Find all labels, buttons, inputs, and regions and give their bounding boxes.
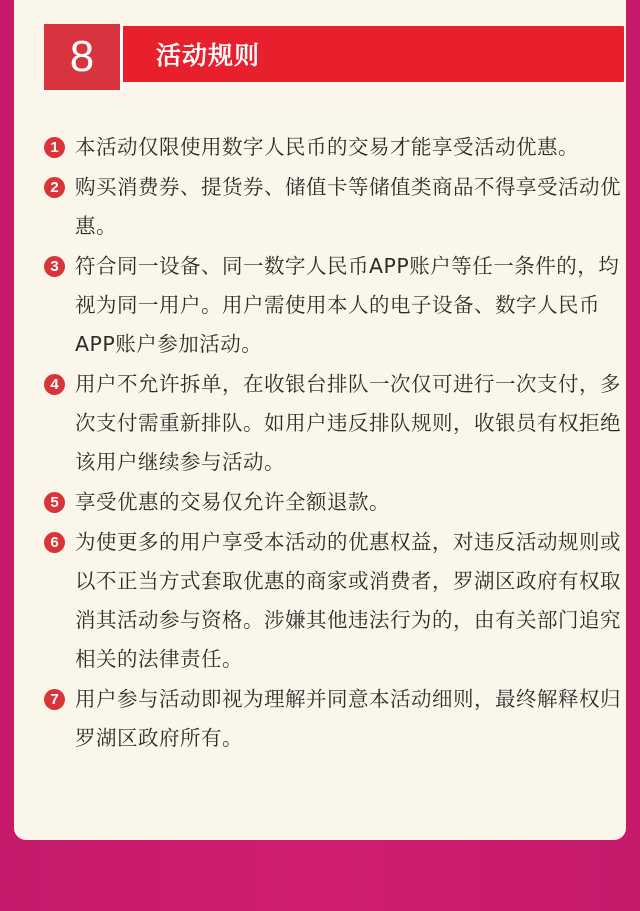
rule-text: 为使更多的用户享受本活动的优惠权益，对违反活动规则或以不正当方式套取优惠的商家或消费者，罗湖区政府有权取消其活动参与资格。涉嫌其他违法行为的，由有关部门追究相关的法律责任。	[75, 530, 621, 671]
rule-number-badge: 6	[44, 532, 65, 553]
section-title: 活动规则	[156, 41, 261, 70]
rule-number-badge: 5	[44, 492, 65, 513]
section-number: 8	[69, 32, 95, 81]
section-title-bar	[64, 26, 624, 82]
rule-text: 用户不允许拆单，在收银台排队一次仅可进行一次支付，多次支付需重新排队。如用户违反排队规则，收银员有权拒绝该用户继续参与活动。	[75, 372, 621, 474]
rules-list	[44, 128, 630, 759]
rule-item	[44, 680, 630, 758]
rule-text: 用户参与活动即视为理解并同意本活动细则，最终解释权归罗湖区政府所有。	[75, 687, 621, 750]
rule-item	[44, 483, 630, 522]
rule-text: 享受优惠的交易仅允许全额退款。	[75, 490, 390, 514]
rule-number-badge: 1	[44, 137, 65, 158]
rule-text: 符合同一设备、同一数字人民币APP账户等任一条件的，均视为同一用户。用户需使用本人的电子设备、数字人民币APP账户参加活动。	[75, 254, 620, 356]
section-header	[44, 24, 624, 84]
rule-number-badge: 7	[44, 689, 65, 710]
rule-text: 购买消费券、提货券、储值卡等储值类商品不得享受活动优惠。	[75, 175, 621, 238]
rule-number-badge: 3	[44, 256, 65, 277]
rule-item	[44, 168, 630, 246]
rule-item	[44, 523, 630, 679]
rule-item	[44, 365, 630, 482]
rule-text: 本活动仅限使用数字人民币的交易才能享受活动优惠。	[75, 135, 579, 159]
section-number-badge	[44, 24, 120, 90]
rule-number-badge: 4	[44, 374, 65, 395]
rule-item	[44, 247, 630, 364]
rule-number-badge: 2	[44, 177, 65, 198]
rule-item	[44, 128, 630, 167]
rules-card	[14, 0, 626, 840]
